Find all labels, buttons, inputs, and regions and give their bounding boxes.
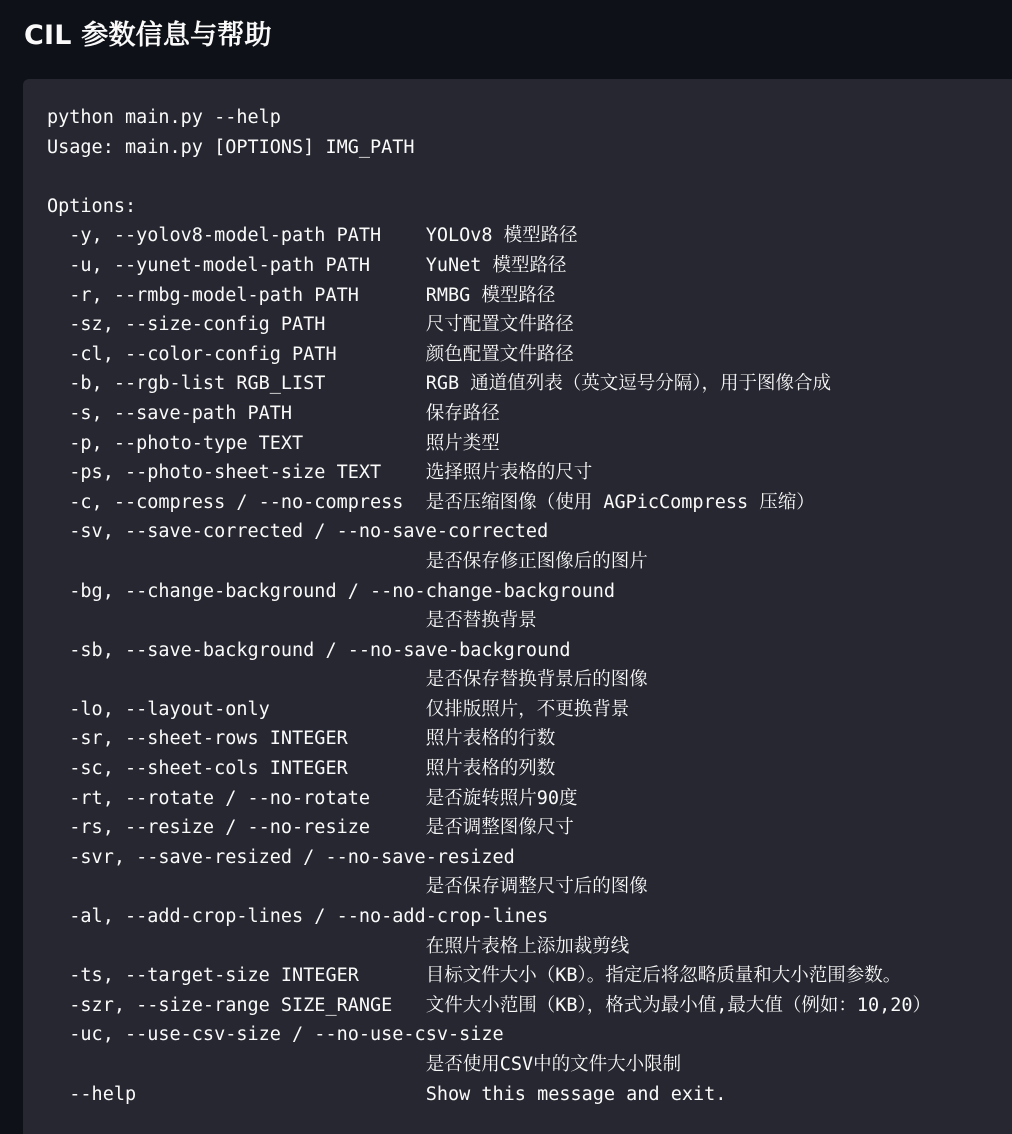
code-line: 是否保存替换背景后的图像 — [47, 669, 648, 691]
code-line: -sz, --size-config PATH 尺寸配置文件路径 — [47, 314, 574, 336]
code-line: --help Show this message and exit. — [47, 1083, 727, 1105]
code-line: 是否保存调整尺寸后的图像 — [47, 876, 648, 898]
code-line: -ps, --photo-sheet-size TEXT 选择照片表格的尺寸 — [47, 462, 593, 484]
code-line: -sb, --save-background / --no-save-background — [47, 639, 571, 661]
code-line: -sv, --save-corrected / --no-save-corrected — [47, 521, 549, 543]
code-line: -lo, --layout-only 仅排版照片，不更换背景 — [47, 698, 630, 720]
code-line: Usage: main.py [OPTIONS] IMG_PATH — [47, 136, 415, 158]
help-output — [47, 103, 931, 1109]
code-line: -rt, --rotate / --no-rotate 是否旋转照片90度 — [47, 787, 578, 809]
code-line: -b, --rgb-list RGB_LIST RGB 通道值列表（英文逗号分隔），用于图像合成 — [47, 373, 831, 395]
page-title: CIL 参数信息与帮助 — [24, 20, 272, 51]
code-line: -p, --photo-type TEXT 照片类型 — [47, 432, 500, 454]
code-line: 是否替换背景 — [47, 610, 537, 632]
code-block — [23, 79, 1012, 1134]
code-line: -u, --yunet-model-path PATH YuNet 模型路径 — [47, 254, 567, 276]
code-line: python main.py --help — [47, 107, 281, 128]
code-line: -bg, --change-background / --no-change-background — [47, 580, 616, 602]
code-line — [47, 162, 931, 192]
code-line: 是否保存修正图像后的图片 — [47, 550, 648, 572]
code-line: -szr, --size-range SIZE_RANGE 文件大小范围（KB），格式为最小值,最大值（例如：10,20） — [47, 994, 932, 1016]
code-line: 是否使用CSV中的文件大小限制 — [47, 1054, 682, 1075]
code-line: -sc, --sheet-cols INTEGER 照片表格的列数 — [47, 758, 556, 780]
code-line: -c, --compress / --no-compress 是否压缩图像（使用 AGPicCompress 压缩） — [47, 491, 815, 513]
code-line: -al, --add-crop-lines / --no-add-crop-lines — [47, 906, 549, 928]
code-line: -svr, --save-resized / --no-save-resized — [47, 846, 515, 868]
code-line: -s, --save-path PATH 保存路径 — [47, 402, 500, 424]
code-line: -cl, --color-config PATH 颜色配置文件路径 — [47, 343, 574, 365]
code-line: -rs, --resize / --no-resize 是否调整图像尺寸 — [47, 817, 574, 839]
code-line: -ts, --target-size INTEGER 目标文件大小（KB）。指定后将忽略质量和大小范围参数。 — [47, 965, 902, 987]
code-line: -uc, --use-csv-size / --no-use-csv-size — [47, 1024, 504, 1046]
code-line: Options: — [47, 195, 137, 217]
code-line: -sr, --sheet-rows INTEGER 照片表格的行数 — [47, 728, 556, 750]
code-line: 在照片表格上添加裁剪线 — [47, 935, 630, 957]
code-line: -r, --rmbg-model-path PATH RMBG 模型路径 — [47, 284, 556, 306]
code-line: -y, --yolov8-model-path PATH YOLOv8 模型路径 — [47, 225, 578, 247]
